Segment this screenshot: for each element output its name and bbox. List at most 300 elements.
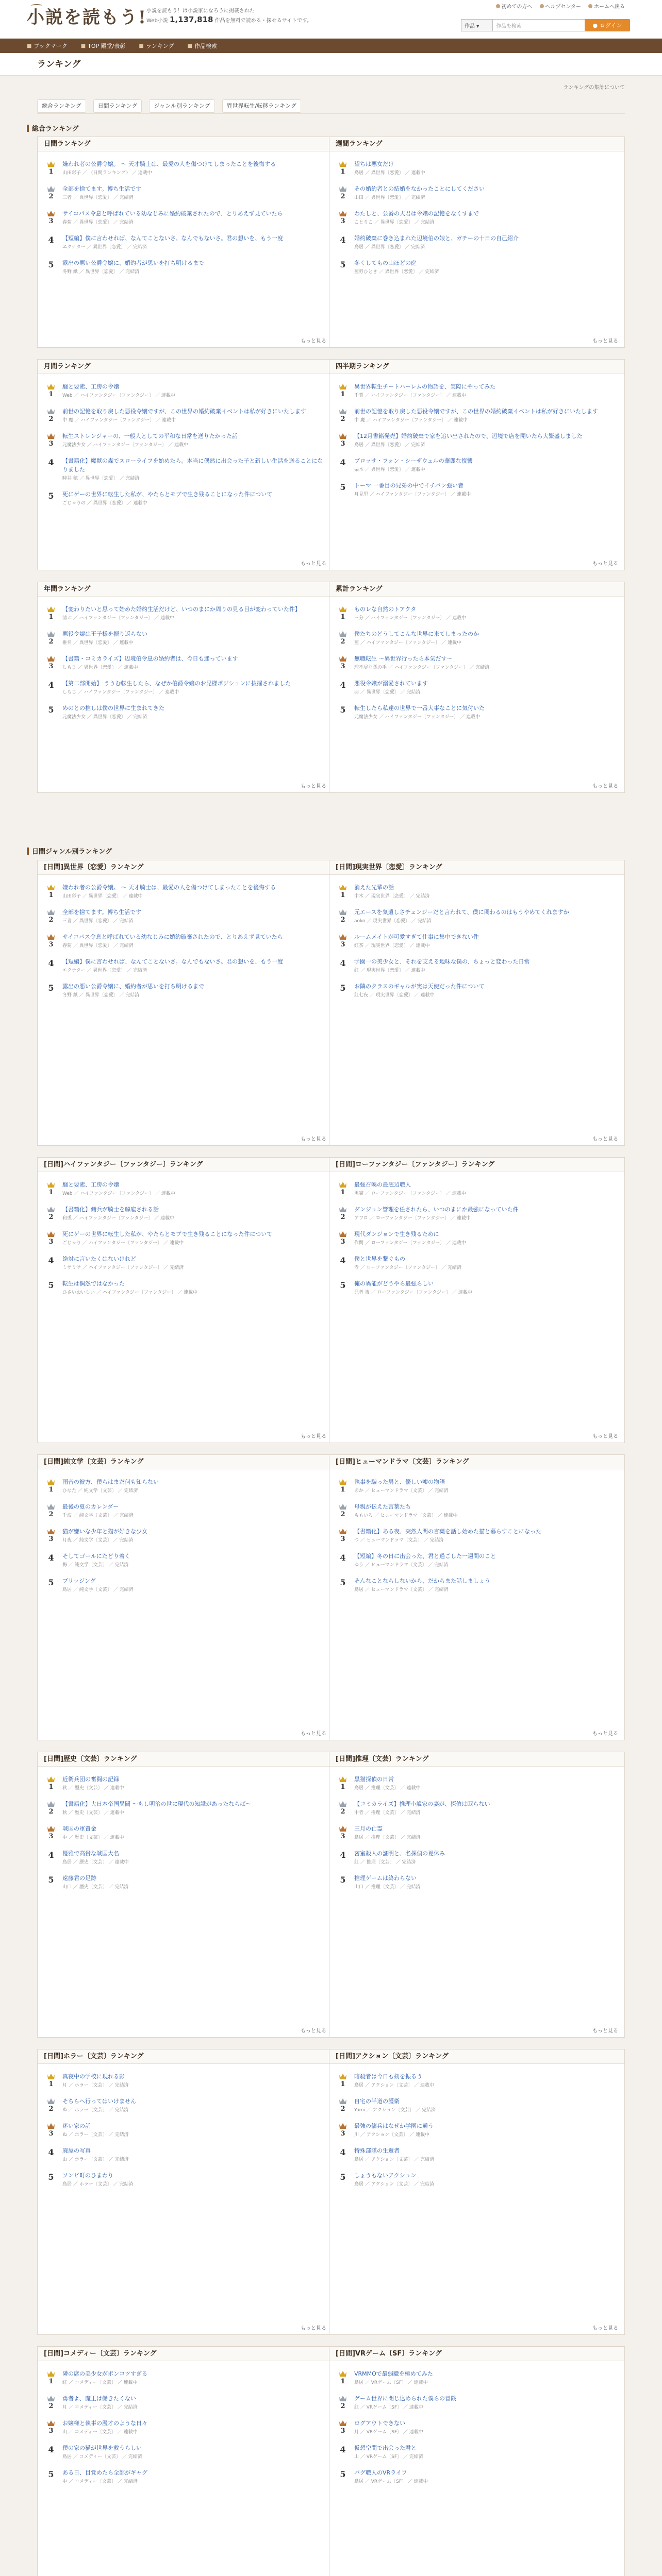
novel-meta: 冬野 紙 ／ 異世界〔恋愛〕 ／ 完結済 — [62, 993, 140, 998]
novel-meta: 椎名 ／ 異世界〔恋愛〕 ／ 連載中 — [62, 640, 134, 646]
rank-crown-icon — [47, 1775, 55, 1783]
more-link[interactable]: もっと見る — [301, 2028, 326, 2034]
novel-meta: ことりこ ／ 異世界〔恋愛〕 ／ 完結済 — [354, 220, 435, 225]
toplink-home[interactable] — [588, 2, 625, 10]
rank-number: 2 — [340, 415, 345, 423]
ranking-item — [38, 456, 333, 482]
more-link[interactable]: もっと見る — [592, 1137, 618, 1142]
user-icon: ● — [592, 22, 598, 29]
novel-title-link[interactable]: ログアウトできない — [354, 2420, 405, 2427]
novel-meta: ひなた ／ 純文学〔文芸〕 ／ 完結済 — [62, 1488, 138, 1494]
novel-meta: 梅 ／ 純文学〔文芸〕 ／ 完結済 — [62, 1563, 129, 1568]
novel-title-link[interactable]: 【短編】僕に言わせれば、なんてことないさ。なんでもないさ。君の想いを、もう一度 — [62, 235, 284, 242]
rank-crown-icon — [47, 883, 55, 891]
novel-title-link[interactable]: お嬢様と執事の漫才のような日々 — [62, 2420, 147, 2427]
novel-title-link[interactable]: VRMMOで最弱職を極めてみた — [354, 2370, 433, 2377]
novel-title-link[interactable]: 迷い家の話 — [62, 2123, 91, 2129]
rank-crown-icon — [47, 1824, 55, 1833]
novel-title-link[interactable]: 学園一の美少女と、それを支える地味な僕の、ちょっと変わった日常 — [354, 958, 530, 965]
novel-meta: ごじゃりの ／ 異世界〔恋愛〕 ／ 連載中 — [62, 501, 147, 506]
novel-title-link[interactable]: 僕の家の猫が世界を救うらしい — [62, 2445, 142, 2451]
novel-title-link[interactable]: 暗殺者は今日も剣を振るう — [354, 2073, 422, 2080]
rank-number: 2 — [48, 1213, 54, 1221]
rank-number: 5 — [340, 1280, 346, 1290]
more-link[interactable]: もっと見る — [592, 561, 618, 567]
novel-title-link[interactable]: 雨音の彼方、僕らはまだ何も知らない — [62, 1479, 159, 1485]
novel-meta: 元魔法少女 ／ 異世界〔恋愛〕 ／ 完結済 — [62, 715, 147, 720]
novel-meta: 鳥居 ／ ヒューマンドラマ〔文芸〕 ／ 完結済 — [354, 1587, 449, 1592]
novel-meta: 鳥居 ／ ホラー〔文芸〕 ／ 完結済 — [62, 2182, 134, 2187]
novel-title-link[interactable]: 僕と世界を繋ぐもの — [354, 1256, 405, 1262]
ranking-card — [329, 582, 625, 793]
ranking-item — [329, 1552, 624, 1568]
novel-title-link[interactable]: 猫が嫌いな少年と猫が好きな少女 — [62, 1528, 147, 1535]
nav-top[interactable] — [81, 42, 126, 50]
novel-meta: 元魔法少女 ／ ハイファンタジー〔ファンタジー〕 ／ 連載中 — [354, 715, 481, 720]
nav-search[interactable] — [187, 42, 217, 50]
more-link[interactable]: もっと見る — [592, 1434, 618, 1439]
novel-meta: ゆう ／ ヒューマンドラマ〔文芸〕 ／ 完結済 — [354, 1563, 449, 1568]
novel-meta: ひさいおいしい ／ ハイファンタジー〔ファンタジー〕 ／ 連載中 — [62, 1290, 198, 1295]
novel-meta: 紅茶 ／ 現実世界〔恋愛〕 ／ 連載中 — [354, 943, 430, 948]
login-button[interactable] — [585, 19, 630, 31]
crown-icon: ■ — [139, 43, 144, 49]
more-link[interactable]: もっと見る — [301, 1137, 326, 1142]
rank-number: 2 — [48, 916, 54, 924]
ranking-item — [38, 2146, 333, 2163]
ranking-card-title: [日間]アクション〔文芸〕ランキング — [329, 2049, 624, 2064]
rank-crown-icon — [339, 1230, 347, 1238]
novel-meta: 理不尽な孫の手 ／ ハイファンタジー〔ファンタジー〕 ／ 完結済 — [354, 665, 490, 670]
ranking-card — [37, 860, 333, 1146]
ranking-card — [37, 359, 333, 570]
novel-title-link[interactable]: 【書籍化】魔獣の森でスローライフを始めたら。本当に偶然に出会った子と新しい生活を送ることになりました — [62, 457, 323, 473]
section-heading-overall: 総合ランキング — [27, 123, 79, 133]
novel-title-link[interactable]: ものレな自然のトアクタ — [354, 606, 417, 613]
ranking-item — [38, 1577, 333, 1593]
rank-number: 1 — [48, 2378, 54, 2385]
ranking-item — [38, 957, 333, 974]
more-link[interactable]: もっと見る — [301, 2326, 326, 2331]
more-link[interactable]: もっと見る — [592, 2326, 618, 2331]
novel-meta: 山 ／ VRゲーム〔SF〕 ／ 完結済 — [354, 2454, 423, 2460]
novel-title-link[interactable]: 嫌われ者の公爵令嬢。 ～ 天才騎士は、最愛の人を傷つけてしまったことを後悔する — [62, 161, 276, 167]
novel-title-link[interactable]: 全部を捨てます。博ち生活です — [62, 909, 142, 916]
novel-title-link[interactable]: 真夜中の学校に現れる影 — [62, 2073, 125, 2080]
rank-number: 5 — [48, 983, 54, 993]
novel-title-link[interactable]: 転生は偶然ではなかった — [62, 1280, 125, 1287]
novel-meta: 中 魔 ／ ハイファンタジー〔ファンタジー〕 ／ 連載中 — [62, 418, 176, 423]
ranking-item — [329, 160, 624, 176]
more-link[interactable]: もっと見る — [592, 338, 618, 344]
novel-title-link[interactable]: 異世界転生チートハーレムの物語を、実際にやってみた — [354, 383, 496, 390]
rank-number: 2 — [340, 638, 345, 646]
novel-meta: 中木 ／ 現実世界〔恋愛〕 ／ 完結済 — [354, 894, 430, 899]
rank-number: 3 — [340, 1238, 345, 1246]
novel-title-link[interactable]: 近衛兵団の奮闘の記録 — [62, 1776, 119, 1783]
rank-number: 4 — [48, 2445, 54, 2454]
novel-title-link[interactable]: ブリッジング — [62, 1578, 96, 1584]
site-header — [0, 0, 662, 39]
more-link[interactable]: もっと見る — [592, 784, 618, 789]
novel-title-link[interactable]: 騒と要素、工房の令嬢 — [62, 1181, 119, 1188]
ranking-card-title: [日間]推理〔文芸〕ランキング — [329, 1752, 624, 1767]
novel-title-link[interactable]: 望ちは悪女だけ — [354, 161, 394, 167]
novel-title-link[interactable]: 三月の亡霊 — [354, 1825, 383, 1832]
novel-title-link[interactable]: 婚約破棄に巻き込まれた辺境伯の娘と、ガチーの十日の自己紹介 — [354, 235, 519, 242]
more-link[interactable]: もっと見る — [301, 338, 326, 344]
rank-number: 4 — [340, 2147, 346, 2157]
ranking-item — [329, 407, 624, 423]
ranking-card — [329, 1157, 625, 1443]
novel-meta: 山 ／ ホラー〔文芸〕 ／ 完結済 — [62, 2157, 129, 2162]
rank-number: 1 — [340, 2080, 345, 2088]
ranking-item — [38, 1552, 333, 1568]
novel-meta: 千賀 ／ ハイファンタジー〔ファンタジー〕 ／ 連載中 — [354, 393, 467, 398]
novel-meta: 山 ／ コメディー〔文芸〕 ／ 連載中 — [62, 2430, 138, 2435]
nav-label: ランキング — [145, 43, 174, 49]
ranking-item — [329, 2171, 624, 2188]
tab-isekai[interactable]: 異世界転生/転移ランキング — [222, 99, 301, 113]
ranking-item — [38, 2122, 333, 2138]
novel-meta: 紅 ／ 現実世界〔恋愛〕 ／ 連載中 — [354, 968, 425, 973]
rank-number: 1 — [48, 168, 54, 176]
novel-title-link[interactable]: 執事を騙った男と、優しい嘘の物語 — [354, 1479, 445, 1485]
novel-meta: 春菊 ／ 異世界〔恋愛〕 ／ 完結済 — [62, 943, 134, 948]
rank-number: 5 — [340, 482, 346, 492]
rank-crown-icon — [339, 630, 347, 638]
novel-title-link[interactable]: 【書籍化】大日本帝国異聞 ～もし明治の世に現代の知識があったならば～ — [62, 1801, 252, 1807]
novel-title-link[interactable]: 悪役令嬢は王子様を振り返らない — [62, 631, 147, 637]
novel-title-link[interactable]: 悪役令嬢が溺愛されています — [354, 680, 428, 687]
ranking-item — [329, 1205, 624, 1222]
ranking-card-title: [日間]異世界〔恋愛〕ランキング — [38, 860, 333, 875]
novel-title-link[interactable]: その婚約者との結婚をなかったことにしてください — [354, 185, 485, 192]
toplink-label: ホームへ戻る — [594, 4, 625, 10]
site-logo[interactable] — [27, 6, 147, 29]
novel-title-link[interactable]: そちらへ行ってはいけません — [62, 2098, 136, 2105]
novel-meta: Web ／ ハイファンタジー〔ファンタジー〕 ／ 連載中 — [62, 1191, 175, 1196]
novel-meta: ごじゃり ／ ハイファンタジー〔ファンタジー〕 ／ 連載中 — [62, 1241, 184, 1246]
site-tagline — [146, 7, 312, 25]
novel-title-link[interactable]: 前世の記憶を取り戻した悪役令嬢ですが、この世界の婚約破棄イベントは私が好きにいたします — [354, 408, 598, 415]
rank-number: 1 — [48, 613, 54, 621]
novel-title-link[interactable]: 前世の記憶を取り戻した悪役令嬢ですが、この世界の婚約破棄イベントは私が好きにいたします — [62, 408, 306, 415]
novel-title-link[interactable]: ブロッサ・フォン・シーザウェルの華麗な復讐 — [354, 457, 473, 464]
tab-daily[interactable]: 日間ランキング — [93, 99, 142, 113]
novel-meta: 清ぶ ／ ハイファンタジー〔ファンタジー〕 ／ 連載中 — [62, 616, 175, 621]
rank-number: 1 — [340, 891, 345, 899]
ranking-card — [37, 582, 333, 793]
novel-title-link[interactable]: 【書籍化】傭兵が騎士を解雇される話 — [62, 1206, 159, 1213]
novel-title-link[interactable]: 【第二部開始】 ううむ転生したら、なぜか伯爵令嬢のお兄様ポジションに抜擢されました — [62, 680, 291, 687]
novel-title-link[interactable]: ゲーム世界に閉じ込められた僕らの冒険 — [354, 2395, 456, 2402]
ranking-item — [38, 605, 333, 621]
novel-title-link[interactable]: わたしと、公爵の夫君は令嬢の記憶をなくすまで — [354, 210, 479, 217]
search-input[interactable]: 作品を検索 — [493, 19, 599, 31]
novel-title-link[interactable]: 絶対に言いたくはないけれど — [62, 1256, 136, 1262]
rank-number: 1 — [340, 2378, 345, 2385]
rank-number: 4 — [340, 235, 346, 245]
rank-crown-icon — [339, 2122, 347, 2130]
novel-title-link[interactable]: 最後の夏のカレンダー — [62, 1503, 119, 1510]
novel-meta: 紅 ／ VRゲーム〔SF〕 ／ 連載中 — [354, 2405, 423, 2410]
novel-meta: 元魔法少女 ／ ハイファンタジー〔ファンタジー〕 ／ 連載中 — [62, 443, 189, 448]
rank-number: 2 — [48, 193, 54, 200]
novel-title-link[interactable]: そしてゴールにたどり着く — [62, 1553, 130, 1560]
novel-meta: 山口 ／ 推理〔文芸〕 ／ 完結済 — [354, 1885, 421, 1890]
novel-meta: 鳥居 ／ 純文学〔文芸〕 ／ 完結済 — [62, 1587, 134, 1592]
novel-title-link[interactable]: 無職転生 ～異世界行ったら本気だす～ — [354, 655, 453, 662]
novel-meta: 三者 ／ 異世界〔恋愛〕 ／ 完結済 — [62, 919, 134, 924]
tab-overall[interactable]: 総合ランキング — [37, 99, 86, 113]
ranking-item — [329, 2419, 624, 2435]
novel-title-link[interactable]: 【短編】冬の日に出会った、君と過ごした一週間のこと — [354, 1553, 496, 1560]
rank-number: 3 — [340, 2130, 345, 2138]
more-link[interactable]: もっと見る — [301, 1434, 326, 1439]
rank-number: 4 — [48, 235, 54, 245]
novel-title-link[interactable]: 遠藤君の足跡 — [62, 1875, 96, 1882]
novel-title-link[interactable]: サイコパス令息と呼ばれている幼なじみに婚約破棄されたので、とりあえず見ていたら — [62, 210, 283, 217]
rank-crown-icon — [47, 1527, 55, 1535]
ranking-item — [38, 184, 333, 201]
novel-title-link[interactable]: 【書籍化】ある夜、突然人間の言葉を話し始めた猫と暮らすことになった — [354, 1528, 541, 1535]
more-link[interactable]: もっと見る — [301, 784, 326, 789]
novel-meta: Web ／ ハイファンタジー〔ファンタジー〕 ／ 連載中 — [62, 393, 175, 398]
rank-number: 1 — [48, 2080, 54, 2088]
top-links — [496, 2, 625, 10]
ranking-item — [329, 1180, 624, 1197]
novel-meta: ミサミサ ／ ハイファンタジー〔ファンタジー〕 ／ 完結済 — [62, 1265, 184, 1270]
novel-meta: Yomi ／ アクション〔文芸〕 ／ 完結済 — [354, 2108, 436, 2113]
novel-title-link[interactable]: 黒猫探偵の日常 — [354, 1776, 394, 1783]
novel-meta: エクナター ／ 異世界〔恋愛〕 ／ 完結済 — [62, 968, 147, 973]
rank-number: 5 — [340, 1875, 346, 1885]
novel-title-link[interactable]: 全部を捨てます。博ち生活です — [62, 185, 142, 192]
rank-crown-icon — [339, 933, 347, 941]
ranking-item — [38, 1849, 333, 1866]
rank-number: 5 — [340, 2469, 346, 2479]
ranking-item — [38, 2171, 333, 2188]
novel-meta: 寺 ／ ローファンタジー〔ファンタジー〕 ／ 完結済 — [354, 1265, 461, 1270]
novel-meta: 鳥居 ／ 推理〔文芸〕 ／ 完結済 — [354, 1835, 421, 1840]
ranking-item — [38, 259, 333, 275]
novel-title-link[interactable]: 死にゲーの世界に転生した私が、やたらとモブで生き残ることになった件について — [62, 1231, 273, 1238]
rank-crown-icon — [339, 1478, 347, 1486]
novel-meta: 鳥居 ／ 歴史〔文芸〕 ／ 連載中 — [62, 1860, 129, 1865]
rank-number: 4 — [340, 457, 346, 467]
novel-title-link[interactable]: 俺の異能がどうやら最強らしい — [354, 1280, 434, 1287]
more-link[interactable]: もっと見る — [592, 2028, 618, 2034]
novel-meta: 鳥居 ／ 異世界〔恋愛〕 ／ 完結済 — [354, 443, 425, 448]
ranking-item — [329, 1775, 624, 1791]
rank-number: 3 — [48, 1238, 54, 1246]
novel-title-link[interactable]: 僕たちのどうしてこんな世界に来てしまったのか — [354, 631, 479, 637]
ranking-item — [38, 2369, 333, 2386]
rank-crown-icon — [47, 407, 55, 415]
novel-title-link[interactable]: ある日、目覚めたら全部がギャグ — [62, 2469, 147, 2476]
novel-title-link[interactable]: トーマ 一番目の兄弟の中でイチバン強い者 — [354, 482, 464, 489]
ranking-item — [329, 2072, 624, 2089]
rank-number: 3 — [48, 663, 54, 670]
novel-title-link[interactable]: 最強の傭兵はなぜか学園に通う — [354, 2123, 434, 2129]
rank-number: 3 — [340, 440, 345, 448]
ranking-item — [329, 2369, 624, 2386]
rank-crown-icon — [339, 2072, 347, 2080]
novel-title-link[interactable]: バグ職人のVRライフ — [354, 2469, 407, 2476]
ranking-item — [38, 908, 333, 924]
novel-title-link[interactable]: そんなことならしないから、だからまた話しましょう — [354, 1578, 490, 1584]
novel-meta: 時井 穂 ／ 異世界〔恋愛〕 ／ 完結済 — [62, 476, 140, 481]
novel-title-link[interactable]: 密室殺人の証明と、名探偵の夏休み — [354, 1850, 445, 1857]
rank-number: 4 — [48, 1256, 54, 1265]
rank-crown-icon — [47, 2097, 55, 2105]
rank-number: 1 — [48, 891, 54, 899]
novel-meta: 紅 ／ 推理〔文芸〕 ／ 完結済 — [354, 1860, 416, 1865]
novel-meta: 中 ／ 歴史〔文芸〕 ／ 連載中 — [62, 1835, 124, 1840]
novel-title-link[interactable]: 露出の悪い公爵令嬢に、婚約者が思いを打ち明けるまで — [62, 983, 204, 990]
rank-number: 3 — [48, 941, 54, 948]
novel-title-link[interactable]: 推理ゲームは終わらない — [354, 1875, 417, 1882]
novel-title-link[interactable]: 母親が伝えた言葉たち — [354, 1503, 411, 1510]
work-count: 1,137,818 — [170, 15, 213, 24]
novel-title-link[interactable]: 優雅で高貴な戦国大名 — [62, 1850, 119, 1857]
novel-title-link[interactable]: 【12月書籍発売】婚約破棄で家を追い出されたので、辺境で店を開いたら大繁盛しました — [354, 433, 583, 439]
novel-title-link[interactable]: 特殊部隊の生還者 — [354, 2147, 400, 2154]
novel-title-link[interactable]: 隣の席の美少女がポンコツすぎる — [62, 2370, 147, 2377]
ranking-item — [329, 1874, 624, 1890]
nav-bookmark[interactable] — [27, 42, 68, 50]
ranking-card — [37, 2346, 333, 2576]
ranking-item — [329, 2097, 624, 2113]
ranking-item — [38, 933, 333, 949]
novel-title-link[interactable]: 現代ダンジョンで生き残るために — [354, 1231, 439, 1238]
ranking-card — [37, 2049, 333, 2335]
ranking-item — [329, 982, 624, 998]
novel-meta: 黒猫 ／ ローファンタジー〔ファンタジー〕 ／ 連載中 — [354, 1191, 466, 1196]
tab-genre[interactable]: ジャンル別ランキング — [149, 99, 214, 113]
rank-crown-icon — [339, 1527, 347, 1535]
ranking-card — [329, 1752, 625, 2038]
novel-meta: 藍野ひとき ／ 異世界〔恋愛〕 ／ 完結済 — [354, 269, 439, 275]
novel-title-link[interactable]: サイコパス令息と呼ばれている幼なじみに婚約破棄されたので、とりあえず見ていたら — [62, 934, 283, 940]
ranking-item — [329, 259, 624, 275]
rank-crown-icon — [47, 184, 55, 193]
ranking-item — [329, 2394, 624, 2411]
rank-number: 3 — [340, 663, 345, 670]
rank-crown-icon — [47, 2122, 55, 2130]
page-title: ランキング — [37, 59, 81, 70]
novel-title-link[interactable]: 【短編】僕に言わせれば、なんてことないさ。なんでもないさ。君の想いを、もう一度 — [62, 958, 284, 965]
novel-title-link[interactable]: 【書籍・コミカライズ】辺境伯令息の婚約者は、今日も迷っています — [62, 655, 238, 662]
rank-number: 3 — [340, 941, 345, 948]
ranking-card-title: [日間]コメディー〔文芸〕ランキング — [38, 2347, 333, 2361]
novel-title-link[interactable]: 転生ストレンジャーの、一般人としての平和な日常を送りたかった話 — [62, 433, 238, 439]
ranking-card — [329, 359, 625, 570]
novel-title-link[interactable]: 転生したら私達の世界で一番大事なことに気付いた — [354, 705, 485, 711]
rank-number: 4 — [48, 1553, 54, 1563]
rank-number: 2 — [340, 2402, 345, 2410]
novel-title-link[interactable]: めのとの推しは僕の世界に生まれてきた — [62, 705, 164, 711]
novel-title-link[interactable]: お隣のクラスのギャルが実は天使だった件について — [354, 983, 485, 990]
nav-ranking[interactable] — [139, 42, 174, 50]
novel-title-link[interactable]: 消えた先輩の話 — [354, 884, 394, 891]
novel-title-link[interactable]: 騒と要素、工房の令嬢 — [62, 383, 119, 390]
novel-title-link[interactable]: 冬くしてもの山ほどの庭 — [354, 260, 417, 266]
novel-meta: 川 ／ アクション〔文芸〕 ／ 連載中 — [354, 2132, 429, 2138]
toplink-beginner[interactable] — [496, 2, 533, 10]
ranking-card — [37, 1454, 333, 1740]
novel-title-link[interactable]: 廃屋の写真 — [62, 2147, 91, 2154]
novel-title-link[interactable]: 戦国の軍資金 — [62, 1825, 96, 1832]
rank-number: 4 — [48, 1850, 54, 1860]
ranking-item — [38, 982, 333, 998]
ranking-item — [38, 407, 333, 423]
novel-title-link[interactable]: 【コミカライズ】推理小説家の妻が、探偵は眠らない — [354, 1801, 490, 1807]
rank-crown-icon — [339, 883, 347, 891]
rank-number: 1 — [340, 1189, 345, 1196]
novel-meta: あか ／ ヒューマンドラマ〔文芸〕 ／ 完結済 — [354, 1488, 449, 1494]
novel-meta: 秋 ／ 歴史〔文芸〕 ／ 連載中 — [62, 1810, 124, 1816]
search-type-select[interactable]: 作品 ▾ — [461, 19, 493, 31]
novel-title-link[interactable]: ルームメイトが可愛すぎて仕事に集中できない件 — [354, 934, 479, 940]
rank-number: 4 — [48, 2147, 54, 2157]
novel-title-link[interactable]: 元エースを気遣しさチェンジーだと言われて、僕に関わるのはもうやめてくれますか — [354, 909, 569, 916]
rank-number: 5 — [48, 2469, 54, 2479]
novel-title-link[interactable]: 仮想空間で出会った君と — [354, 2445, 417, 2451]
novel-title-link[interactable]: 嫌われ者の公爵令嬢。 ～ 天才騎士は、最愛の人を傷つけてしまったことを後悔する — [62, 884, 276, 891]
ranking-item — [38, 234, 333, 250]
novel-title-link[interactable]: 最強召喚の最底辺職人 — [354, 1181, 411, 1188]
ranking-item — [329, 1527, 624, 1544]
ranking-card — [37, 1157, 333, 1443]
toplink-help[interactable] — [540, 2, 582, 10]
rank-crown-icon — [339, 160, 347, 168]
ranking-item — [329, 382, 624, 399]
more-link[interactable]: もっと見る — [301, 1731, 326, 1737]
novel-title-link[interactable]: しょうもないアクション — [354, 2172, 417, 2179]
rank-number: 3 — [340, 2427, 345, 2435]
ranking-item — [329, 2468, 624, 2485]
novel-title-link[interactable]: 【変わりたいと思って始めた婚約生活だけど、いつのまにか周りの見る目が変わっていた件】 — [62, 606, 301, 613]
ranking-card-title: [日間]ホラー〔文芸〕ランキング — [38, 2049, 333, 2064]
rank-number: 2 — [340, 1213, 345, 1221]
rank-number: 3 — [48, 2427, 54, 2435]
novel-title-link[interactable]: 露出の悪い公爵令嬢に、婚約者が思いを打ち明けるまで — [62, 260, 204, 266]
ranking-item — [329, 654, 624, 671]
ranking-item — [329, 432, 624, 448]
rank-crown-icon — [339, 1775, 347, 1783]
novel-title-link[interactable]: ダンジョン管理を任されたら、いつのまにか最強になっていた件 — [354, 1206, 519, 1213]
help-icon — [540, 4, 544, 8]
ranking-about-link[interactable]: ランキングの集計について — [563, 85, 625, 91]
ranking-card-title: [日間]VRゲーム〔SF〕ランキング — [329, 2347, 624, 2361]
rank-number: 4 — [340, 1850, 346, 1860]
novel-title-link[interactable]: 自宅の半道の護衛 — [354, 2098, 400, 2105]
more-link[interactable]: もっと見る — [301, 561, 326, 567]
novel-title-link[interactable]: ソンビ町のひまわり — [62, 2172, 113, 2179]
rank-number: 4 — [340, 2445, 346, 2454]
rank-number: 1 — [340, 1783, 345, 1791]
more-link[interactable]: もっと見る — [592, 1731, 618, 1737]
novel-title-link[interactable]: 死にゲーの世界に転生した私が、やたらとモブで生き残ることになった件について — [62, 491, 273, 498]
rank-number: 4 — [48, 958, 54, 968]
toplink-label: 初めての方へ — [501, 4, 533, 10]
ranking-item — [38, 432, 333, 448]
novel-meta: 山田彩子 ／ 〈日間ランキング〉 ／ 連載中 — [62, 171, 152, 176]
rank-crown-icon — [339, 184, 347, 193]
novel-title-link[interactable]: 勇者よ、魔王は働きたくない — [62, 2395, 136, 2402]
